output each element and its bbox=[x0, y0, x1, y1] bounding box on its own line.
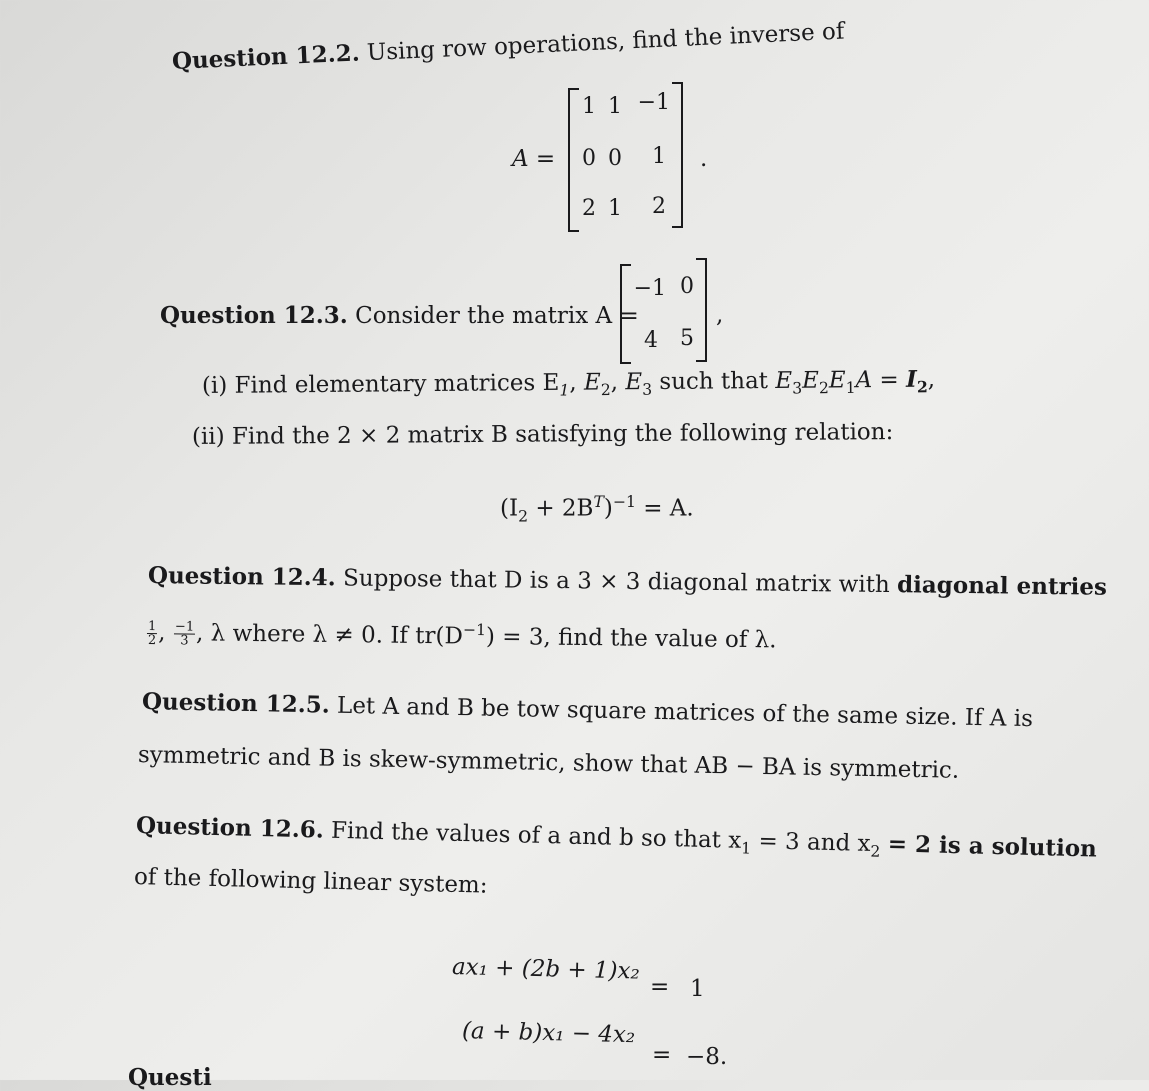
matrix-cell: 4 bbox=[644, 328, 658, 353]
q125-line2 bbox=[138, 742, 960, 784]
q126-text1: Find the values of a and b so that x bbox=[330, 817, 742, 854]
q125-label: Question 12.5. bbox=[141, 688, 331, 719]
q126-eq2-rhs: −8. bbox=[686, 1044, 728, 1070]
q123-part-i: (i) Find elementary matrices $E_1$, $E_2$, $E_3$ such that $E_3E_2E_1A = I_2$, bbox=[201, 365, 936, 400]
q123-i-text-b: such that bbox=[659, 368, 769, 396]
relation-part: ) bbox=[603, 495, 613, 522]
matrix-cell: 0 bbox=[582, 146, 596, 171]
matrix-cell: 0 bbox=[608, 146, 622, 171]
fraction bbox=[174, 620, 196, 647]
q123-ii-label: (ii) bbox=[191, 423, 225, 450]
q125-text2: symmetric and B is skew-symmetric, show that AB − BA is symmetric. bbox=[137, 742, 960, 784]
q124-line1 bbox=[148, 562, 1107, 601]
relation-part: (I bbox=[500, 495, 519, 522]
q122-end: . bbox=[700, 146, 708, 172]
q125-text1: Let A and B be tow square matrices of the same size. If A is bbox=[336, 692, 1034, 733]
q124-text2b: ) = 3, find the value of λ. bbox=[485, 623, 777, 654]
matrix-cell: 1 bbox=[582, 94, 596, 119]
frac-den: 2 bbox=[147, 633, 157, 649]
q126-text2: of the following linear system: bbox=[133, 864, 488, 899]
q123-ii-text: Find the 2 × 2 matrix B satisfying the following relation: bbox=[231, 419, 894, 450]
q123-i-text-a: Find elementary matrices E bbox=[234, 369, 560, 399]
right-bracket bbox=[672, 82, 683, 228]
q126-text1c: = 2 is a solution bbox=[887, 830, 1098, 863]
q126-text1b: = 3 and x bbox=[758, 828, 871, 857]
q123-text: Consider the matrix A = bbox=[355, 303, 639, 329]
q126-label: Question 12.6. bbox=[135, 812, 325, 844]
left-bracket bbox=[568, 88, 579, 232]
q126-eq1-rel: = bbox=[650, 974, 670, 1000]
q126-line2 bbox=[134, 864, 488, 899]
matrix-cell: 1 bbox=[652, 144, 666, 169]
frac-num: 1 bbox=[147, 619, 157, 635]
fraction bbox=[147, 620, 158, 647]
matrix-cell: 5 bbox=[680, 326, 694, 351]
q122-line bbox=[171, 17, 844, 74]
q122-text: Using row operations, find the inverse of bbox=[366, 18, 845, 67]
q122-lhs: A = bbox=[512, 146, 556, 172]
q122-matrix bbox=[568, 88, 688, 233]
q124-text1: Suppose that D is a 3 × 3 diagonal matrix with bbox=[342, 565, 890, 599]
q124-text1b: diagonal entries bbox=[896, 571, 1108, 601]
q126-eq2-lhs: (a + b)x₁ − 4x₂ bbox=[461, 1018, 636, 1049]
q126-eq1-lhs: ax₁ + (2b + 1)x₂ bbox=[451, 954, 641, 985]
q123-relation: $(I_2 + 2B^T)^{-1} = A$. bbox=[500, 492, 694, 526]
matrix-cell: 2 bbox=[652, 194, 666, 219]
frac-num: −1 bbox=[174, 619, 195, 635]
matrix-cell: −1 bbox=[637, 90, 670, 115]
next-question-partial: Questi bbox=[128, 1064, 212, 1091]
q126-eq1-rhs: 1 bbox=[690, 976, 705, 1002]
q124-line2: $\frac{1}{2}$ , $\frac{-1}{3}$ , λ where λ ≠ 0. If $tr(D^{-1}) = 3$, find the value of λ. bbox=[147, 619, 777, 654]
q123-matrix bbox=[620, 258, 710, 363]
relation-part: = A. bbox=[643, 495, 694, 522]
frac-den: 3 bbox=[180, 633, 189, 649]
q126-line1: Question 12.6. Find the values of a and b so that $x_1 = 3$ and $x_2 = 2$ is a solution bbox=[135, 812, 1098, 863]
q124-text2: , λ where λ ≠ 0. If tr(D bbox=[195, 620, 464, 650]
matrix-cell: 2 bbox=[582, 196, 596, 221]
q123-line bbox=[160, 302, 639, 329]
q125-line1 bbox=[142, 688, 1033, 732]
q122-label: Question 12.2. bbox=[171, 39, 361, 75]
q123-i-label: (i) bbox=[201, 372, 228, 399]
q123-part-ii bbox=[192, 419, 893, 450]
matrix-cell: 1 bbox=[608, 196, 622, 221]
relation-part: + 2B bbox=[535, 495, 594, 522]
q124-label: Question 12.4. bbox=[147, 562, 336, 592]
matrix-cell: 1 bbox=[608, 94, 622, 119]
right-bracket bbox=[696, 258, 707, 362]
q123-end: , bbox=[716, 302, 724, 328]
matrix-cell: 0 bbox=[680, 274, 694, 299]
matrix-cell: −1 bbox=[633, 276, 666, 301]
q123-label: Question 12.3. bbox=[160, 302, 348, 329]
q126-eq2-rel: = bbox=[652, 1042, 672, 1068]
